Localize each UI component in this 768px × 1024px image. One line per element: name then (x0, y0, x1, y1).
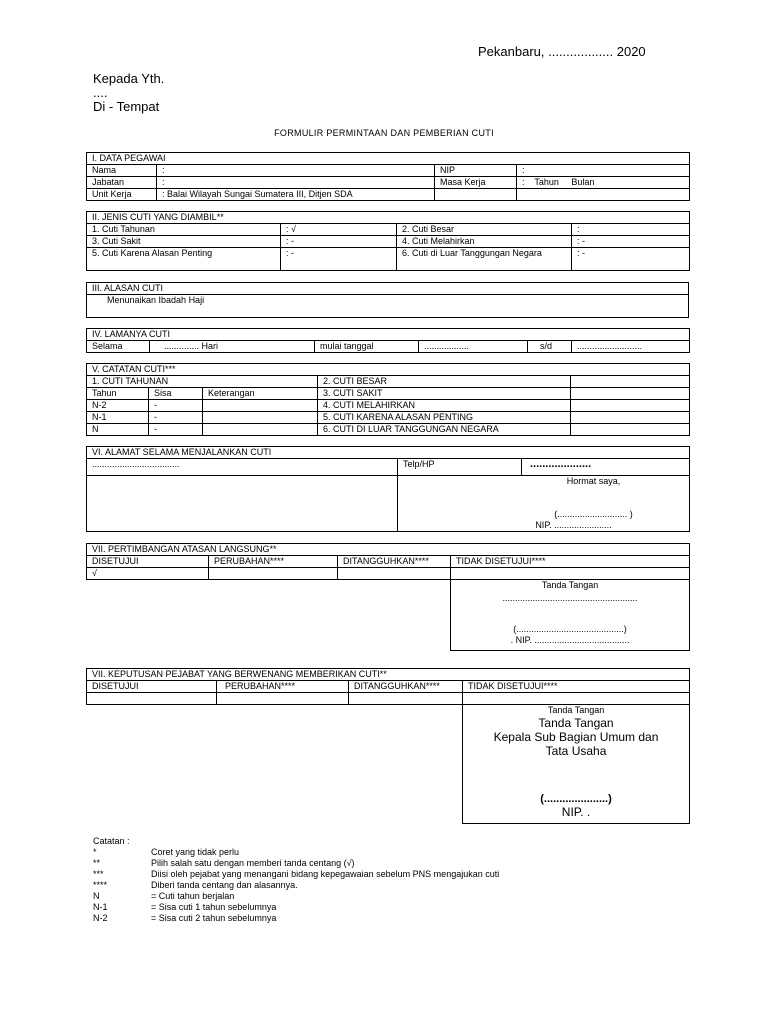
start-date-label: mulai tanggal (315, 341, 419, 353)
approve-checkbox[interactable]: √ (87, 568, 209, 580)
section-heading: IV. LAMANYA CUTI (87, 329, 690, 341)
applicant-nip: NIP. ....................... (535, 520, 612, 530)
nip-field[interactable]: : (517, 165, 690, 177)
leave-record-label: 2. CUTI BESAR (318, 376, 571, 388)
supervisor-nip: . NIP. ...................................... (510, 635, 630, 645)
signature-dots[interactable]: ...................................................... (502, 593, 638, 603)
decision-header: TIDAK DISETUJUI**** (451, 556, 690, 568)
section-catatan-cuti (86, 363, 690, 436)
recipient-line: .... (93, 85, 108, 100)
start-date-field[interactable]: .................. (419, 341, 528, 353)
remaining-cell[interactable]: - (149, 424, 203, 436)
column-header: Keterangan (203, 388, 318, 400)
remaining-cell[interactable]: - (149, 412, 203, 424)
form-title: FORMULIR PERMINTAAN DAN PEMBERIAN CUTI (274, 128, 494, 138)
section-jenis-cuti (86, 211, 690, 271)
leave-type-label: 5. Cuti Karena Alasan Penting (87, 248, 281, 271)
duration-label: Selama (87, 341, 150, 353)
leave-type-mark[interactable]: : - (281, 248, 397, 271)
official-nip: NIP. . (561, 805, 591, 819)
official-position: Kepala Sub Bagian Umum dan (493, 730, 659, 744)
recipient-line: Di - Tempat (93, 99, 160, 114)
reject-checkbox[interactable] (463, 693, 690, 705)
date-line: Pekanbaru, .................. 2020 (478, 44, 646, 59)
leave-type-mark[interactable]: : - (281, 236, 397, 248)
recipient-line: Kepada Yth. (93, 71, 165, 86)
section-heading: I. DATA PEGAWAI (87, 153, 690, 165)
leave-record-label: 1. CUTI TAHUNAN (87, 376, 318, 388)
section-alasan-cuti (86, 282, 689, 318)
field-label: Unit Kerja (87, 189, 157, 201)
alasan-cuti-field[interactable]: Menunaikan Ibadah Haji (87, 295, 689, 318)
leave-record-label: 6. CUTI DI LUAR TANGGUNGAN NEGARA (318, 424, 571, 436)
signature-title: Tanda Tangan (538, 716, 614, 730)
change-checkbox[interactable] (209, 568, 338, 580)
section-data-pegawai (86, 152, 690, 201)
phone-field[interactable]: .................... (522, 459, 690, 476)
empty-cell (435, 189, 517, 201)
note-text: = Cuti tahun berjalan (151, 891, 235, 901)
leave-type-label: 1. Cuti Tahunan (87, 224, 281, 236)
section-alamat-cuti (86, 446, 690, 532)
leave-type-label: 2. Cuti Besar (397, 224, 572, 236)
leave-type-mark[interactable]: : (572, 224, 690, 236)
approve-checkbox[interactable] (87, 693, 217, 705)
section-heading: II. JENIS CUTI YANG DIAMBIL** (87, 212, 690, 224)
phone-label: Telp/HP (398, 459, 522, 476)
note-text: Pilih salah satu dengan memberi tanda centang (√) (151, 858, 355, 868)
year-cell: N-2 (87, 400, 149, 412)
notes-title: Catatan : (93, 836, 130, 846)
change-checkbox[interactable] (217, 693, 349, 705)
decision-header: DITANGGUHKAN**** (349, 681, 463, 693)
section-heading: VII. PERTIMBANGAN ATASAN LANGSUNG** (87, 544, 690, 556)
note-text: Diberi tanda centang dan alasannya. (151, 880, 298, 890)
leave-record-value[interactable] (571, 388, 690, 400)
year-cell: N (87, 424, 149, 436)
official-signature-box (463, 705, 690, 824)
note-row (93, 847, 499, 858)
official-signature[interactable]: (.....................) (540, 793, 612, 805)
applicant-signature-box (398, 476, 690, 532)
note-row (93, 869, 499, 880)
year-cell: N-1 (87, 412, 149, 424)
leave-type-label: 4. Cuti Melahirkan (397, 236, 572, 248)
note-key: N-1 (93, 902, 108, 912)
supervisor-signature[interactable]: (...........................................) (513, 624, 627, 634)
reject-checkbox[interactable] (451, 568, 690, 580)
note-row (93, 858, 499, 869)
note-key: ** (93, 858, 101, 868)
leave-record-label: 3. CUTI SAKIT (318, 388, 571, 400)
jabatan-field[interactable]: : (157, 177, 435, 189)
unit-kerja-field[interactable]: : Balai Wilayah Sungai Sumatera III, Ditjen SDA (157, 189, 435, 201)
note-key: N (93, 891, 100, 901)
nama-field[interactable]: : (157, 165, 435, 177)
column-header: Sisa (149, 388, 203, 400)
note-key: * (93, 847, 97, 857)
note-row (93, 880, 499, 891)
end-date-field[interactable]: .......................... (572, 341, 690, 353)
empty-cell (517, 189, 690, 201)
note-key: *** (93, 869, 104, 879)
leave-record-value[interactable] (571, 424, 690, 436)
note-row (93, 891, 499, 902)
leave-record-label: 4. CUTI MELAHIRKAN (318, 400, 571, 412)
note-row (93, 902, 499, 913)
decision-header: DISETUJUI (87, 681, 217, 693)
decision-header: PERUBAHAN**** (217, 681, 349, 693)
until-label: s/d (528, 341, 572, 353)
supervisor-signature-box (451, 580, 690, 651)
note-row (93, 913, 499, 924)
applicant-signature[interactable]: (............................ ) (554, 509, 633, 519)
leave-type-label: 6. Cuti di Luar Tanggungan Negara (397, 248, 572, 271)
recipient-block (93, 72, 164, 114)
note-cell[interactable] (203, 412, 318, 424)
section-heading: VII. KEPUTUSAN PEJABAT YANG BERWENANG MEMBERIKAN CUTI** (87, 669, 690, 681)
section-heading: V. CATATAN CUTI*** (87, 364, 690, 376)
section-lamanya-cuti (86, 328, 690, 353)
section-pertimbangan (86, 543, 690, 651)
address-field[interactable]: ................................... (87, 459, 398, 476)
signature-label: Tanda Tangan (541, 580, 599, 590)
note-text: Coret yang tidak perlu (151, 847, 240, 857)
note-text: Diisi oleh pejabat yang menangani bidang kepegawaian sebelum PNS mengajukan cuti (151, 869, 500, 879)
leave-type-mark[interactable]: : - (572, 248, 690, 271)
decision-header: PERUBAHAN**** (209, 556, 338, 568)
field-label: NIP (435, 165, 517, 177)
note-key: **** (93, 880, 108, 890)
decision-header: DITANGGUHKAN**** (338, 556, 451, 568)
address-field-extra[interactable] (87, 476, 398, 532)
masa-kerja-field[interactable]: : Tahun Bulan (517, 177, 690, 189)
notes-block (93, 836, 499, 924)
note-cell[interactable] (203, 424, 318, 436)
field-label: Masa Kerja (435, 177, 517, 189)
field-label: Jabatan (87, 177, 157, 189)
note-key: N-2 (93, 913, 108, 923)
defer-checkbox[interactable] (349, 693, 463, 705)
closing-text: Hormat saya, (566, 476, 621, 486)
section-heading: III. ALASAN CUTI (87, 283, 689, 295)
duration-days-field[interactable]: .............. Hari (150, 341, 315, 353)
field-label: Nama (87, 165, 157, 177)
leave-record-value[interactable] (571, 376, 690, 388)
column-header: Tahun (87, 388, 149, 400)
section-heading: VI. ALAMAT SELAMA MENJALANKAN CUTI (87, 447, 690, 459)
remaining-cell[interactable]: - (149, 400, 203, 412)
leave-type-mark[interactable]: : √ (281, 224, 397, 236)
leave-record-value[interactable] (571, 412, 690, 424)
blank-area (87, 580, 451, 651)
leave-type-label: 3. Cuti Sakit (87, 236, 281, 248)
signature-label: Tanda Tangan (547, 705, 605, 715)
section-keputusan (86, 668, 690, 824)
defer-checkbox[interactable] (338, 568, 451, 580)
decision-header: TIDAK DISETUJUI**** (463, 681, 690, 693)
decision-header: DISETUJUI (87, 556, 209, 568)
official-position: Tata Usaha (545, 744, 607, 758)
note-cell[interactable] (203, 400, 318, 412)
leave-type-mark[interactable]: : - (572, 236, 690, 248)
leave-record-value[interactable] (571, 400, 690, 412)
leave-record-label: 5. CUTI KARENA ALASAN PENTING (318, 412, 571, 424)
note-text: = Sisa cuti 2 tahun sebelumnya (151, 913, 277, 923)
blank-area (87, 705, 463, 824)
note-text: = Sisa cuti 1 tahun sebelumnya (151, 902, 277, 912)
